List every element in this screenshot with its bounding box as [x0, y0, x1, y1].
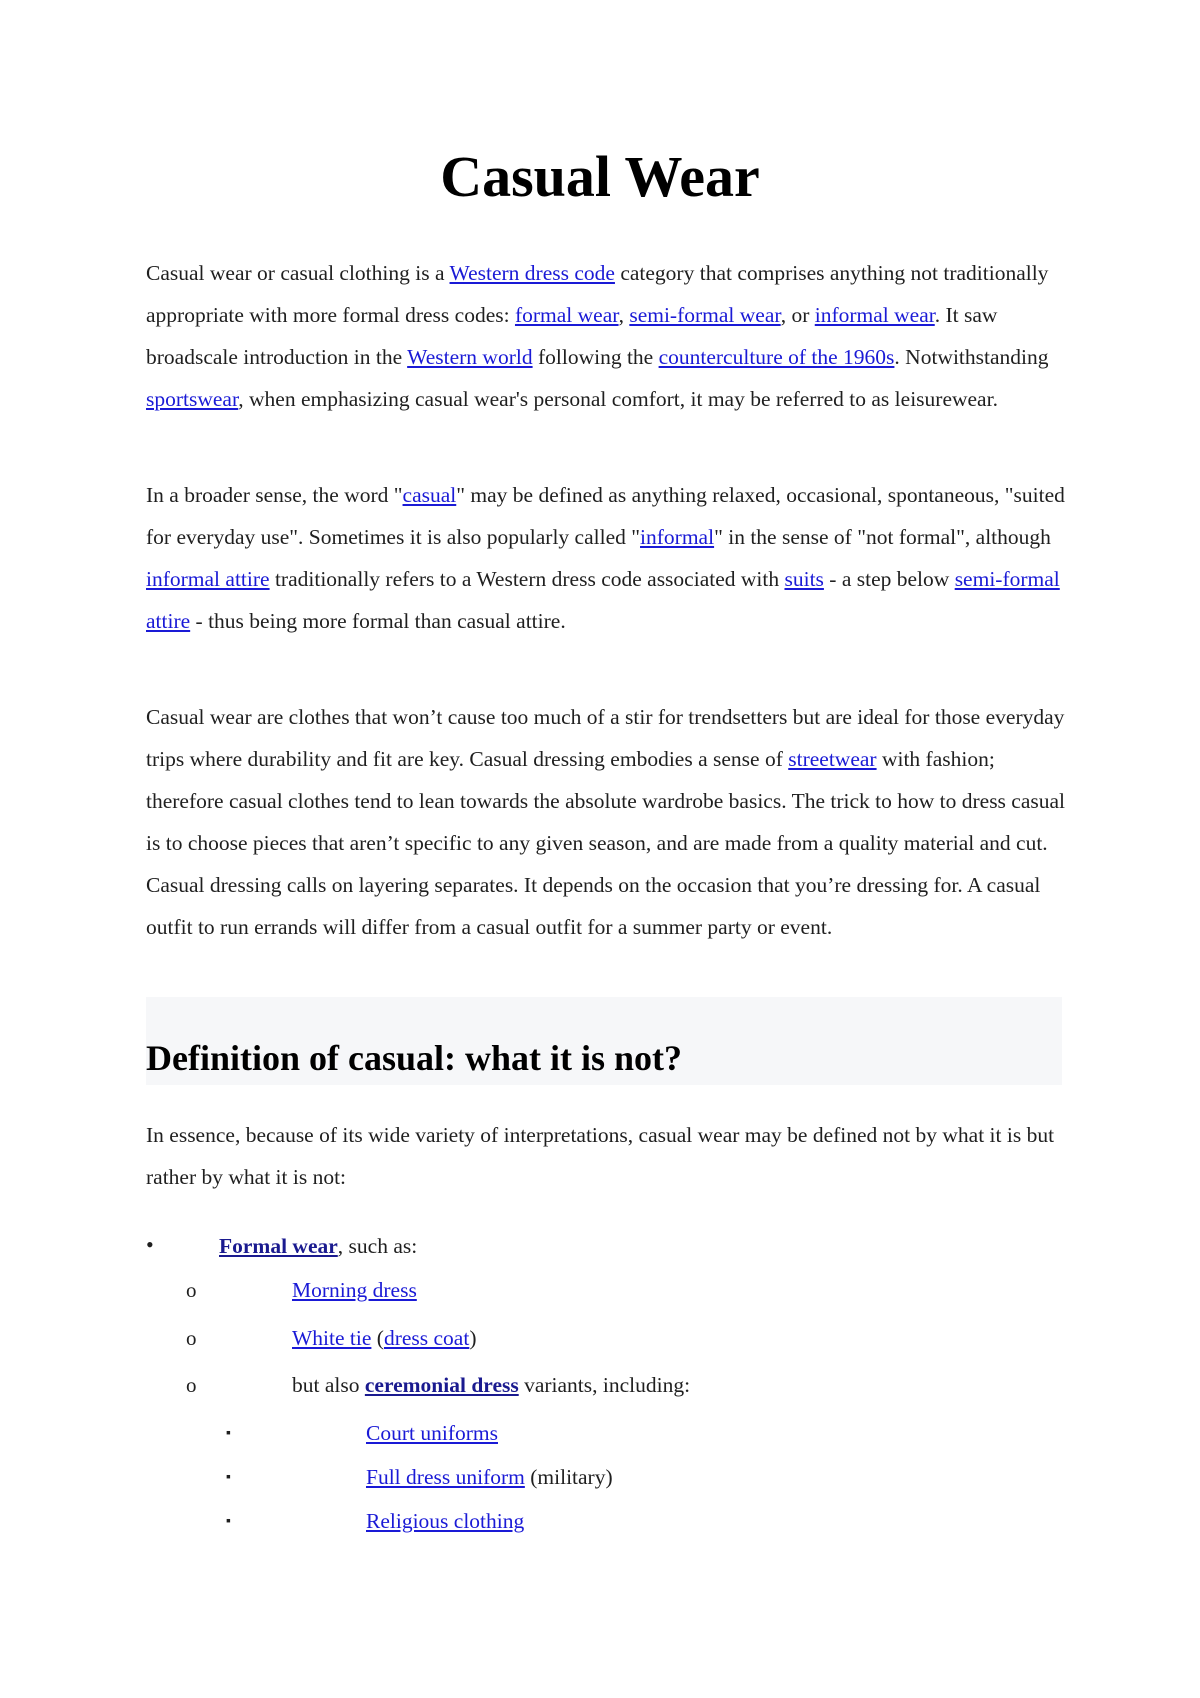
page-title: Casual Wear — [440, 144, 760, 209]
text: , when emphasizing casual wear's personal comfort, it may be referred to as leisurewear. — [238, 387, 998, 411]
text: Casual wear are clothes that won’t cause too much of a stir for trendsetters but are ideal for those everyday trips where durability and fit are key. Casual dressing embodies a sense of — [146, 705, 1065, 771]
link-western-world[interactable]: Western world — [407, 345, 533, 369]
link-full-dress-uniform[interactable]: Full dress uniform — [366, 1465, 525, 1489]
list-item — [366, 1465, 613, 1490]
link-dress-coat[interactable]: dress coat — [383, 1326, 470, 1350]
text: category that comprises anything not traditionally appropriate with more formal dress codes: — [146, 261, 1049, 327]
text: , or — [780, 303, 810, 327]
link-sportswear[interactable]: sportswear — [146, 387, 239, 411]
link-informal[interactable]: informal — [640, 525, 715, 549]
circle-bullet-icon: o — [186, 1326, 197, 1350]
link-white-tie[interactable]: White tie — [292, 1326, 372, 1350]
text: , such as: — [337, 1234, 418, 1258]
text: ( — [376, 1326, 384, 1350]
link-suits[interactable]: suits — [784, 567, 824, 591]
link-streetwear[interactable]: streetwear — [788, 747, 877, 771]
list-item — [292, 1278, 417, 1303]
paragraph-definition: In essence, because of its wide variety of interpretations, casual wear may be defined not by what it is but rather by what it is not: — [146, 1123, 1055, 1189]
text: traditionally refers to a Western dress code associated with — [274, 567, 780, 591]
text: following the — [537, 345, 654, 369]
link-semi-formal-attire[interactable]: semi-formal attire — [146, 567, 1060, 633]
text: " may be defined as anything relaxed, occasional, spontaneous, "suited for everyday use". Sometimes it is also popularly called " — [146, 483, 1065, 549]
paragraph-casual-clothes — [146, 696, 1066, 948]
link-semi-formal-wear[interactable]: semi-formal wear — [629, 303, 781, 327]
text: ) — [469, 1326, 477, 1350]
link-religious-clothing[interactable]: Religious clothing — [366, 1509, 525, 1533]
link-informal-wear[interactable]: informal wear — [814, 303, 935, 327]
text: Casual wear or casual clothing is a — [146, 261, 445, 285]
text: - thus being more formal than casual attire. — [195, 609, 566, 633]
text: " in the sense of "not formal", although — [714, 525, 1051, 549]
list-item — [366, 1421, 498, 1446]
link-informal-attire[interactable]: informal attire — [146, 567, 270, 591]
link-formal-wear[interactable]: formal wear — [514, 303, 619, 327]
link-court-uniforms[interactable]: Court uniforms — [366, 1421, 498, 1445]
section-heading: Definition of casual: what it is not? — [146, 1038, 683, 1078]
link-formal-wear-item[interactable]: Formal wear — [219, 1234, 338, 1258]
square-bullet-icon: ▪ — [226, 1470, 231, 1485]
square-bullet-icon: ▪ — [226, 1426, 231, 1441]
list-item — [292, 1373, 690, 1398]
text: but also — [292, 1373, 360, 1397]
paragraph-intro — [146, 252, 1066, 420]
link-counterculture[interactable]: counterculture of the 1960s — [658, 345, 895, 369]
circle-bullet-icon: o — [186, 1278, 197, 1302]
paragraph-broader-sense — [146, 474, 1066, 642]
link-western-dress-code[interactable]: Western dress code — [449, 261, 615, 285]
bullet-icon: • — [146, 1232, 154, 1257]
text: variants, including: — [524, 1373, 691, 1397]
list-item — [366, 1509, 524, 1534]
link-morning-dress[interactable]: Morning dress — [292, 1278, 417, 1302]
circle-bullet-icon: o — [186, 1373, 197, 1397]
text: . It saw broadscale introduction in the — [146, 303, 998, 369]
link-casual[interactable]: casual — [402, 483, 457, 507]
text: In a broader sense, the word " — [146, 483, 403, 507]
link-ceremonial-dress[interactable]: ceremonial dress — [364, 1373, 519, 1397]
text: , — [618, 303, 624, 327]
square-bullet-icon: ▪ — [226, 1514, 231, 1529]
text: . Notwithstanding — [894, 345, 1049, 369]
list-item — [292, 1326, 477, 1351]
text: with fashion; therefore casual clothes tend to lean towards the absolute wardrobe basics. The trick to how to dress casual is to choose pieces that aren’t specific to any given season, and are made from a quality material and cut. Casual dressing calls on layering separates. It depends on the occasion that you’re dressing for. A casual outfit to run errands will differ from a casual outfit for a summer party or event. — [146, 747, 1066, 939]
text: (military) — [530, 1465, 613, 1489]
text: - a step below — [829, 567, 950, 591]
list-item — [219, 1234, 417, 1259]
